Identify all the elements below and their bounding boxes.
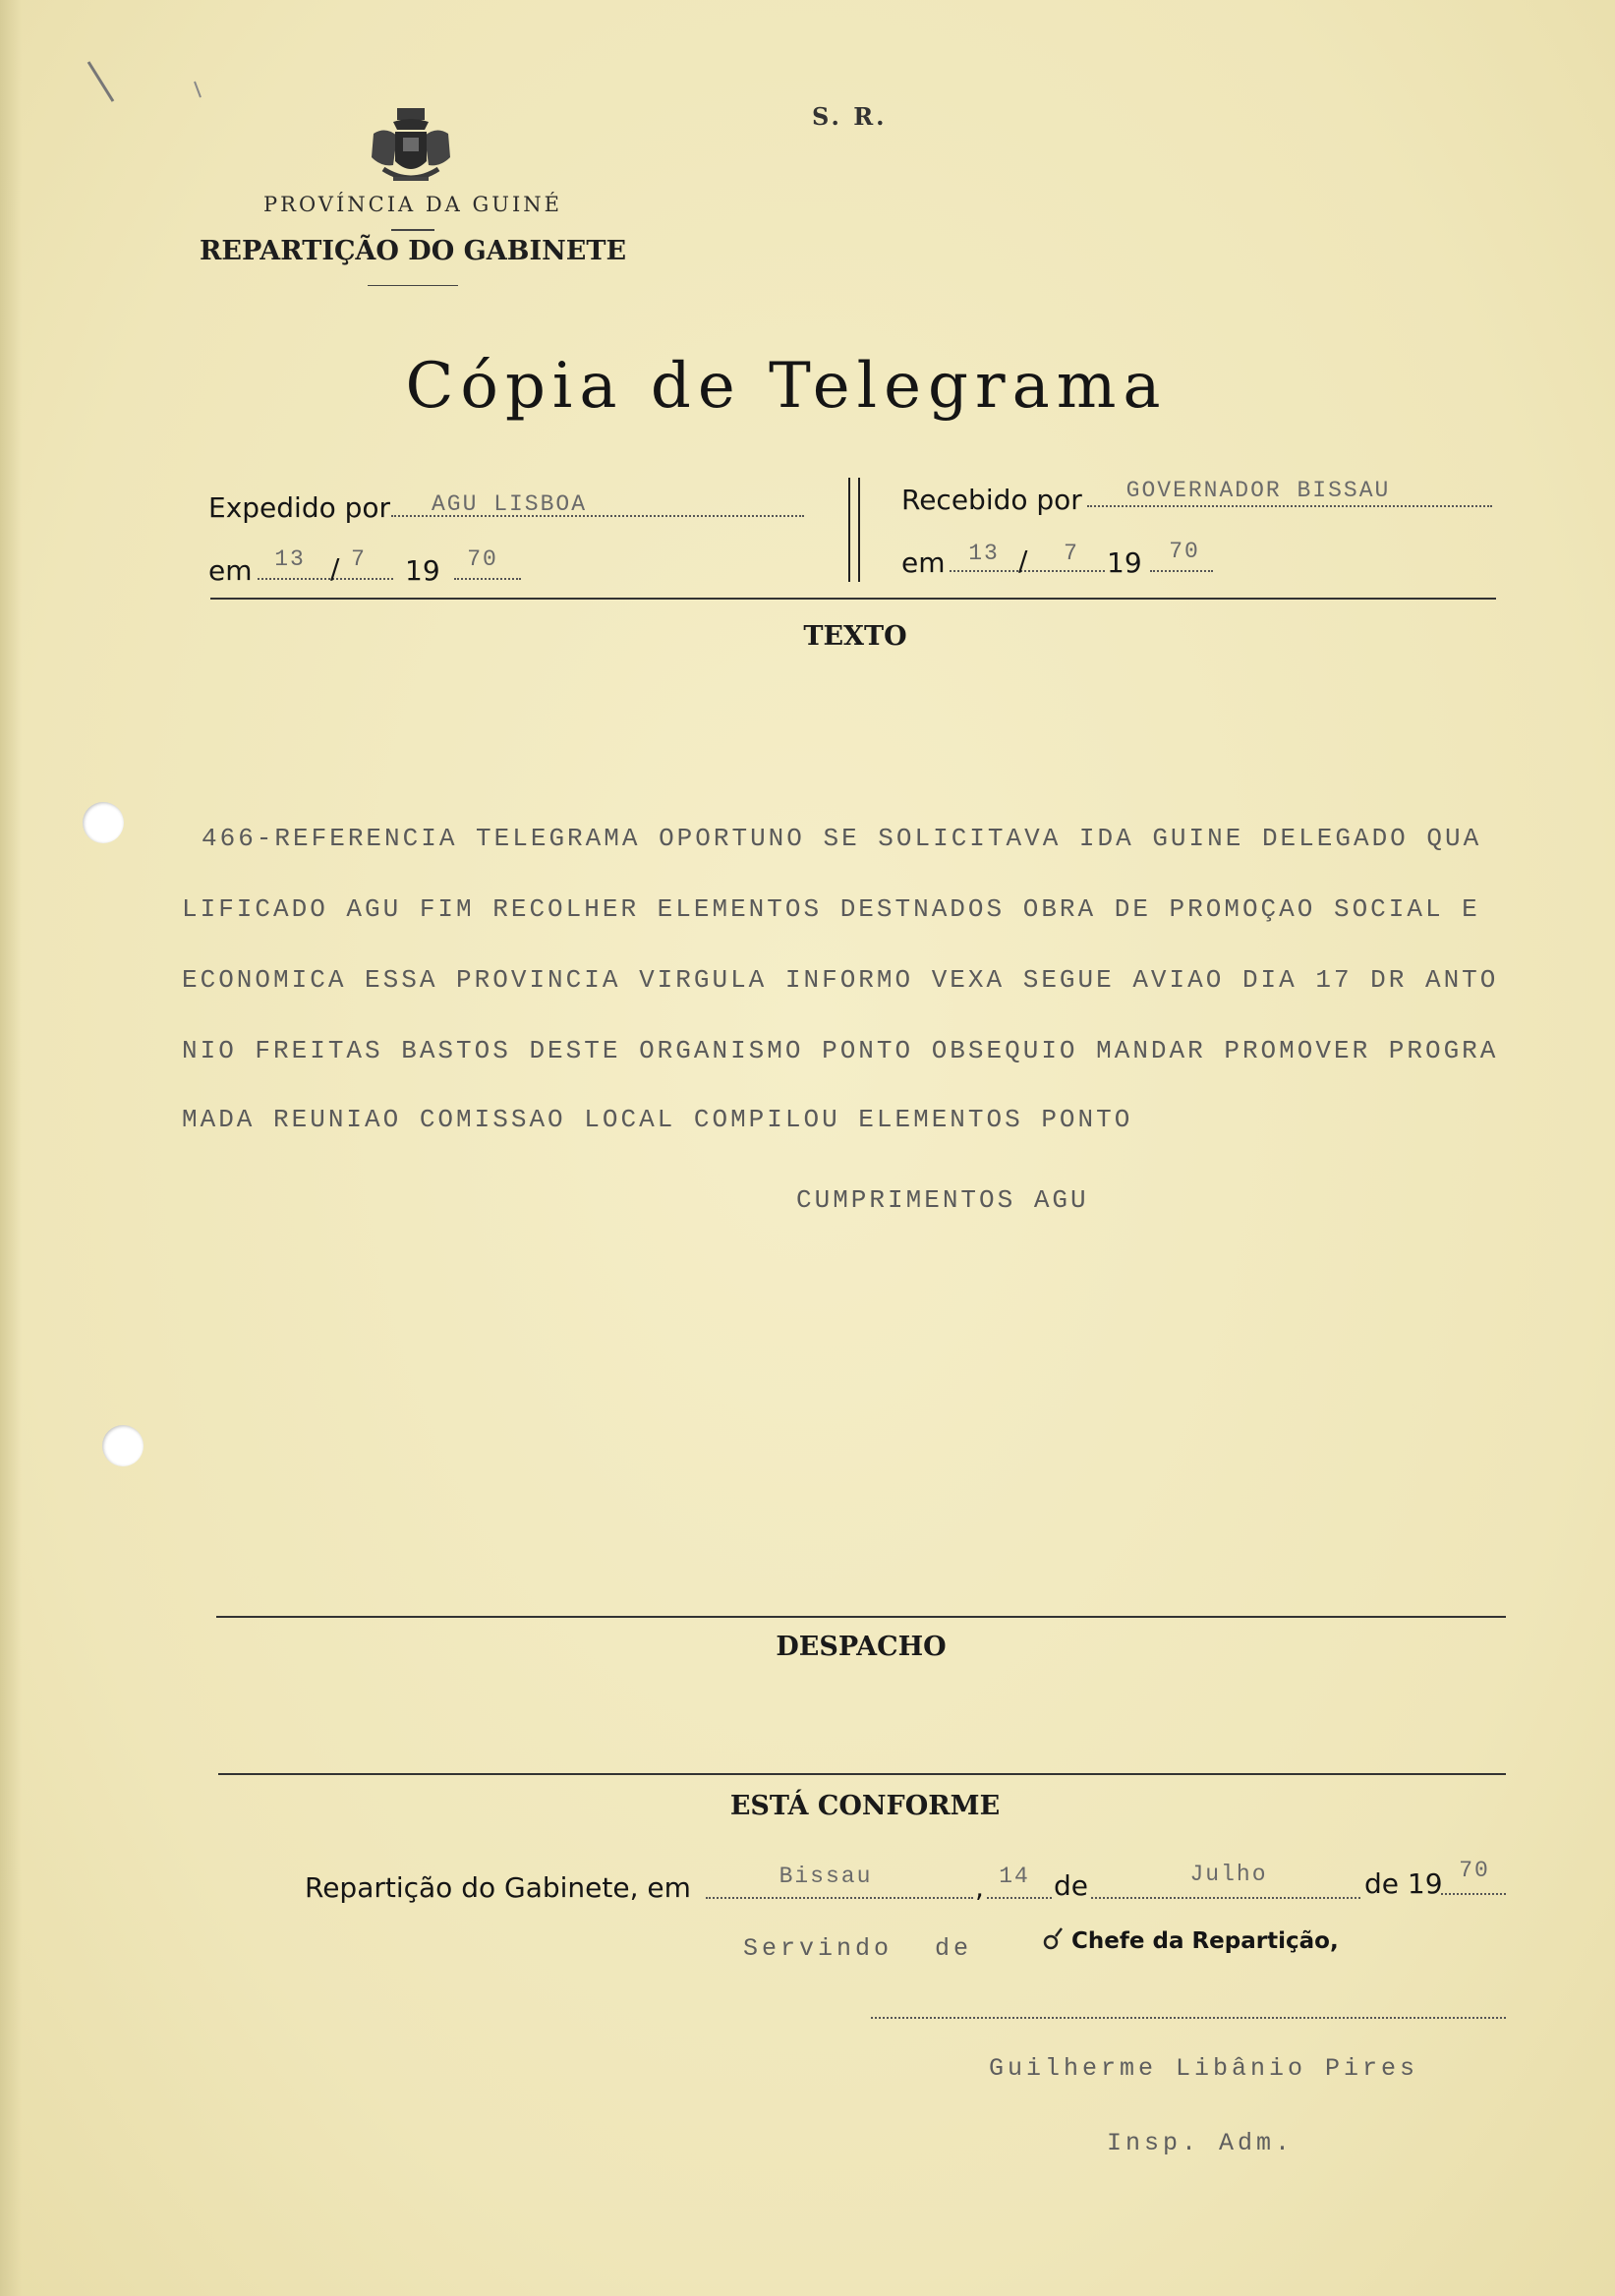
punch-hole [83,802,124,843]
dotted-line [706,1895,973,1899]
section-rule [216,1616,1506,1618]
department-name: REPARTIÇÃO DO GABINETE [199,236,627,266]
dotted-line [1150,568,1213,572]
signature-line [871,2015,1506,2019]
divider [391,229,434,231]
received-year: 70 [1169,539,1200,564]
sent-month: 7 [351,546,367,572]
date-separator: / [330,552,340,585]
dotted-line [454,576,521,580]
handwritten-mark-icon [1042,1926,1064,1954]
divider [368,285,458,286]
sent-century: 19 [405,554,440,587]
telegram-closing: CUMPRIMENTOS AGU [796,1185,1089,1215]
conforme-heading: ESTÁ CONFORME [729,1791,1001,1821]
received-century: 19 [1107,546,1142,579]
day-value: 14 [999,1864,1030,1889]
servindo-de-text: Servindo de [743,1934,973,1963]
section-rule [210,598,1496,600]
column-divider [848,478,850,582]
column-divider [858,478,860,582]
telegram-line: NIO FREITAS BASTOS DESTE ORGANISMO PONTO OBSEQUIO MANDAR PROMOVER PROGRA [182,1036,1499,1065]
telegram-line: 466-REFERENCIA TELEGRAMA OPORTUNO SE SOLICITAVA IDA GUINE DELEGADO QUA [202,824,1482,853]
comma: , [975,1871,984,1904]
classification-mark: S. R. [812,102,888,131]
sent-date-label: em [208,554,253,587]
dotted-line [258,576,393,580]
text-heading: TEXTO [803,621,907,652]
coat-of-arms-emblem [364,106,458,193]
sent-year: 70 [467,546,498,572]
province-name: PROVÍNCIA DA GUINÉ [263,193,562,216]
despacho-heading: DESPACHO [776,1632,947,1662]
year-value: 70 [1459,1858,1490,1883]
sent-by-label: Expedido por [208,491,391,524]
sent-by-value: AGU LISBOA [431,491,588,517]
de-year-label: de 19 [1364,1867,1443,1900]
signatory-title: Insp. Adm. [1107,2129,1295,2157]
telegram-line: MADA REUNIAO COMISSAO LOCAL COMPILOU ELEMENTOS PONTO [182,1105,1133,1134]
telegram-line: LIFICADO AGU FIM RECOLHER ELEMENTOS DESTNADOS OBRA DE PROMOÇAO SOCIAL E [182,894,1480,924]
punch-hole [102,1425,144,1466]
dotted-line [1441,1891,1506,1895]
received-month: 7 [1064,541,1079,566]
dotted-line [1091,1895,1360,1899]
received-by-value: GOVERNADOR BISSAU [1125,478,1391,503]
place-value: Bissau [779,1864,873,1889]
month-value: Julho [1189,1862,1268,1887]
date-separator: / [1018,545,1028,577]
role-label [1042,1926,1339,1954]
sent-day: 13 [274,546,306,572]
telegram-line: ECONOMICA ESSA PROVINCIA VIRGULA INFORMO VEXA SEGUE AVIAO DIA 17 DR ANTO [182,965,1499,995]
role-text: Chefe da Repartição, [1071,1928,1339,1954]
received-date-label: em [901,546,946,579]
de-label: de [1054,1869,1088,1902]
dotted-line [987,1895,1052,1899]
received-day: 13 [968,541,1000,566]
received-by-label: Recebido por [901,484,1082,516]
dotted-line [1087,503,1492,507]
document-title: Cópia de Telegrama [405,350,1168,423]
section-rule [218,1773,1506,1775]
place-label: Repartição do Gabinete, em [305,1871,691,1904]
staple-mark [79,54,216,113]
signatory-name: Guilherme Libânio Pires [989,2054,1419,2083]
